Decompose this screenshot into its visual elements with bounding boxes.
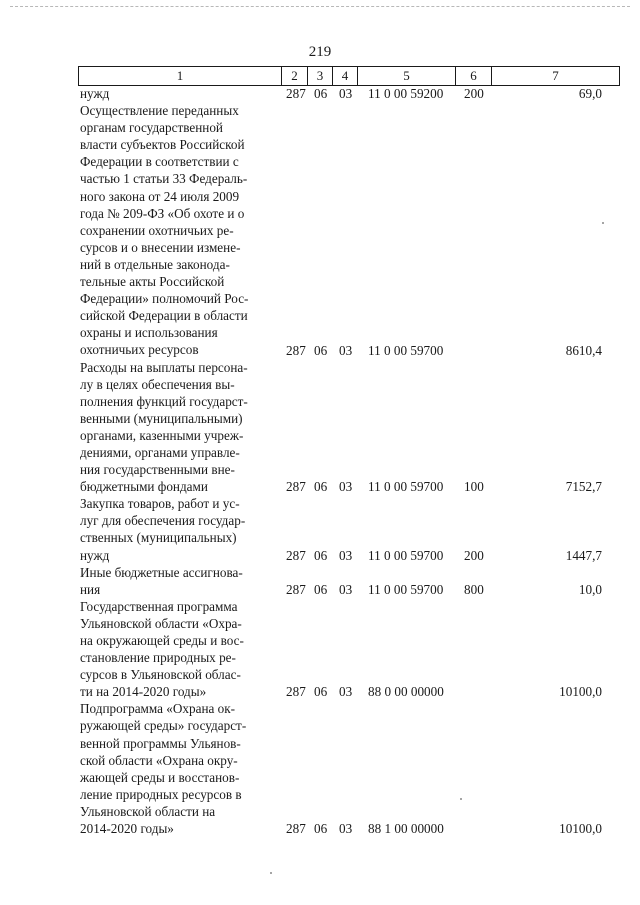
- column-header-3: 3: [308, 67, 333, 86]
- row-description: Иные бюджетные ассигнова- ния: [80, 564, 243, 597]
- target-article-code: 11 0 00 59700: [368, 342, 444, 358]
- section-code: 06: [314, 684, 328, 700]
- row-description: Закупка товаров, работ и ус- луг для обеспечения государ- ственных (муниципальных) нужд: [80, 496, 246, 563]
- target-article-code: 11 0 00 59700: [368, 547, 444, 563]
- subsection-code: 03: [339, 86, 353, 102]
- ministry-code: 287: [286, 342, 306, 358]
- table-row: [80, 495, 620, 563]
- column-header-table: [78, 66, 620, 86]
- ministry-code: 287: [286, 581, 306, 597]
- scan-speck: [602, 222, 604, 224]
- column-header-2: 2: [282, 67, 308, 86]
- table-row: [80, 700, 620, 837]
- target-article-code: 88 1 00 00000: [368, 821, 444, 837]
- column-header-5: 5: [358, 67, 456, 86]
- scan-speck: [460, 798, 462, 800]
- section-code: 06: [314, 581, 328, 597]
- column-header-4: 4: [333, 67, 358, 86]
- column-header-row: [79, 67, 620, 86]
- expense-type-code: 200: [464, 86, 484, 102]
- amount-value: 7152,7: [565, 479, 602, 495]
- row-codes: [80, 683, 620, 700]
- ministry-code: 287: [286, 821, 306, 837]
- subsection-code: 03: [339, 684, 353, 700]
- row-codes: [80, 547, 620, 564]
- subsection-code: 03: [339, 821, 353, 837]
- ministry-code: 287: [286, 86, 306, 102]
- target-article-code: 11 0 00 59200: [368, 86, 444, 102]
- target-article-code: 88 0 00 00000: [368, 684, 444, 700]
- row-codes: [80, 820, 620, 837]
- expense-type-code: 200: [464, 547, 484, 563]
- section-code: 06: [314, 86, 328, 102]
- row-description: Расходы на выплаты персона- лу в целях обеспечения вы- полнения функций государст- венными (муниципальными) органами, казенными учреж- дениями, органами управле- ния государственными вне- бюджетными фондами: [80, 359, 248, 495]
- row-description: Государственная программа Ульяновской области «Охра- на окружающей среды и вос- становление природных ре- сурсов в Ульяновской облас- ти на 2014-2020 годы»: [80, 598, 244, 700]
- ministry-code: 287: [286, 479, 306, 495]
- section-code: 06: [314, 479, 328, 495]
- amount-value: 10100,0: [559, 821, 602, 837]
- amount-value: 1447,7: [565, 547, 602, 563]
- column-header-7: 7: [492, 67, 620, 86]
- row-codes: [80, 342, 620, 359]
- scan-speck: [270, 872, 272, 874]
- table-row: [80, 85, 620, 102]
- ministry-code: 287: [286, 547, 306, 563]
- row-description: нужд: [80, 86, 110, 101]
- amount-value: 10100,0: [559, 684, 602, 700]
- amount-value: 69,0: [578, 86, 602, 102]
- subsection-code: 03: [339, 547, 353, 563]
- column-header-6: 6: [456, 67, 492, 86]
- expense-type-code: 800: [464, 581, 484, 597]
- subsection-code: 03: [339, 342, 353, 358]
- amount-value: 8610,4: [565, 342, 602, 358]
- column-header-1: 1: [79, 67, 282, 86]
- row-codes: [80, 478, 620, 495]
- row-codes: [80, 581, 620, 598]
- section-code: 06: [314, 821, 328, 837]
- target-article-code: 11 0 00 59700: [368, 479, 444, 495]
- table-row: [80, 598, 620, 701]
- expense-type-code: 100: [464, 479, 484, 495]
- target-article-code: 11 0 00 59700: [368, 581, 444, 597]
- ministry-code: 287: [286, 684, 306, 700]
- row-description: Подпрограмма «Охрана ок- ружающей среды» государст- венной программы Ульянов- ской области «Охрана окру- жающей среды и восстанов- ление природных ресурсов в Ульяновской области на 2014-2020 годы»: [80, 701, 247, 837]
- table-row: [80, 102, 620, 358]
- table-row: [80, 359, 620, 496]
- amount-value: 10,0: [578, 581, 602, 597]
- section-code: 06: [314, 342, 328, 358]
- subsection-code: 03: [339, 581, 353, 597]
- section-code: 06: [314, 547, 328, 563]
- page-number: 219: [308, 44, 332, 60]
- row-codes: [80, 85, 620, 102]
- table-row: [80, 564, 620, 598]
- subsection-code: 03: [339, 479, 353, 495]
- budget-rows: [80, 85, 620, 837]
- scan-edge-line: [10, 6, 630, 7]
- row-description: Осуществление переданных органам государственной власти субъектов Российской Федерации в соответствии с частью 1 статьи 33 Федераль- ного закона от 24 июля 2009 года № 209-ФЗ «Об охоте и о сохранении охотничьих ре- сурсов и о внесении измене- ний в отдельные законода- тельные акты Российской Федерации» полномочий Рос- сийской Федерации в области охраны и использования охотничьих ресурсов: [80, 103, 249, 358]
